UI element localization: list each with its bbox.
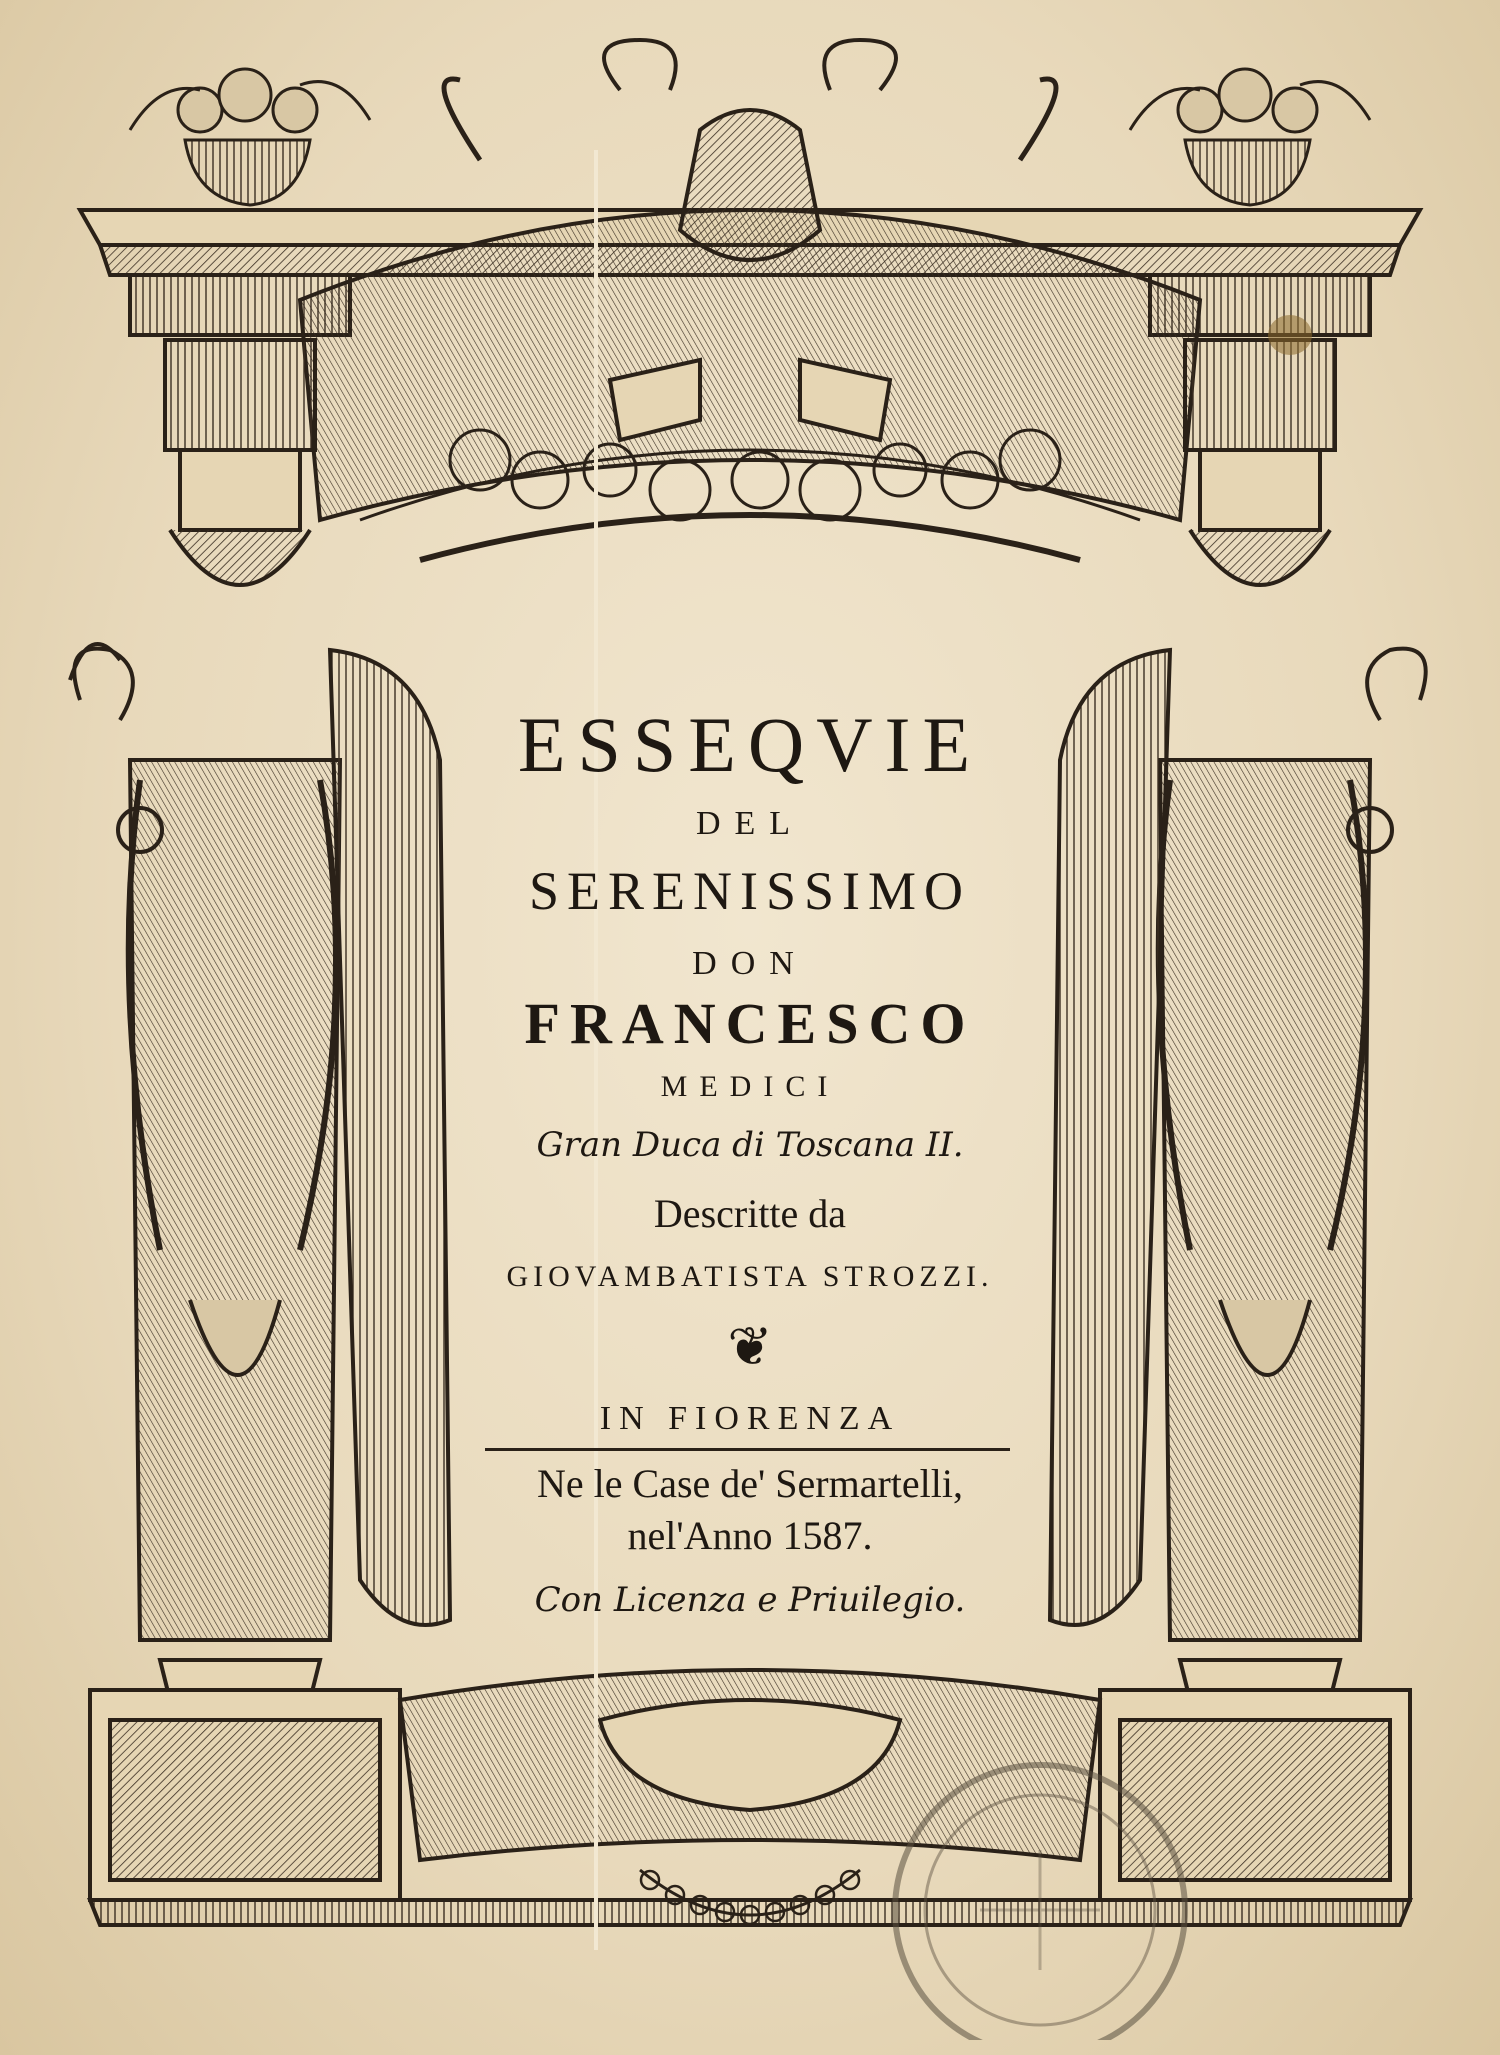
title-line-francesco: FRANCESCO: [524, 991, 976, 1056]
title-line-medici: MEDICI: [660, 1070, 840, 1103]
foxing-stain: [1268, 315, 1312, 355]
library-stamp: [870, 1740, 1210, 2040]
title-line-don: DON: [692, 945, 808, 982]
fruit-basket-left: [130, 69, 370, 205]
right-column: [1159, 340, 1392, 1700]
imprint-place: IN FIORENZA: [599, 1400, 901, 1437]
imprint-license: Con Licenza e Priuilegio.: [534, 1580, 966, 1620]
title-line-serenissimo: SERENISSIMO: [528, 861, 972, 921]
title-line-granduca: Gran Duca di Toscana II.: [536, 1125, 964, 1165]
imprint-printer: Ne le Case de' Sermartelli,: [537, 1461, 963, 1506]
title-line-del: DEL: [695, 805, 805, 842]
title-word: ESSEQVIE: [517, 701, 983, 788]
title-text-block: [455, 700, 1045, 1650]
imprint-rule: [485, 1448, 1010, 1451]
printer-ornament: ❦: [727, 1315, 773, 1378]
title-line-descritte: Descritte da: [653, 1191, 847, 1236]
fruit-basket-right: [1130, 69, 1370, 205]
left-column: [118, 340, 340, 1700]
imprint-date: nel'Anno 1587.: [627, 1513, 873, 1558]
author-name: GIOVAMBATISTA STROZZI.: [506, 1260, 994, 1293]
